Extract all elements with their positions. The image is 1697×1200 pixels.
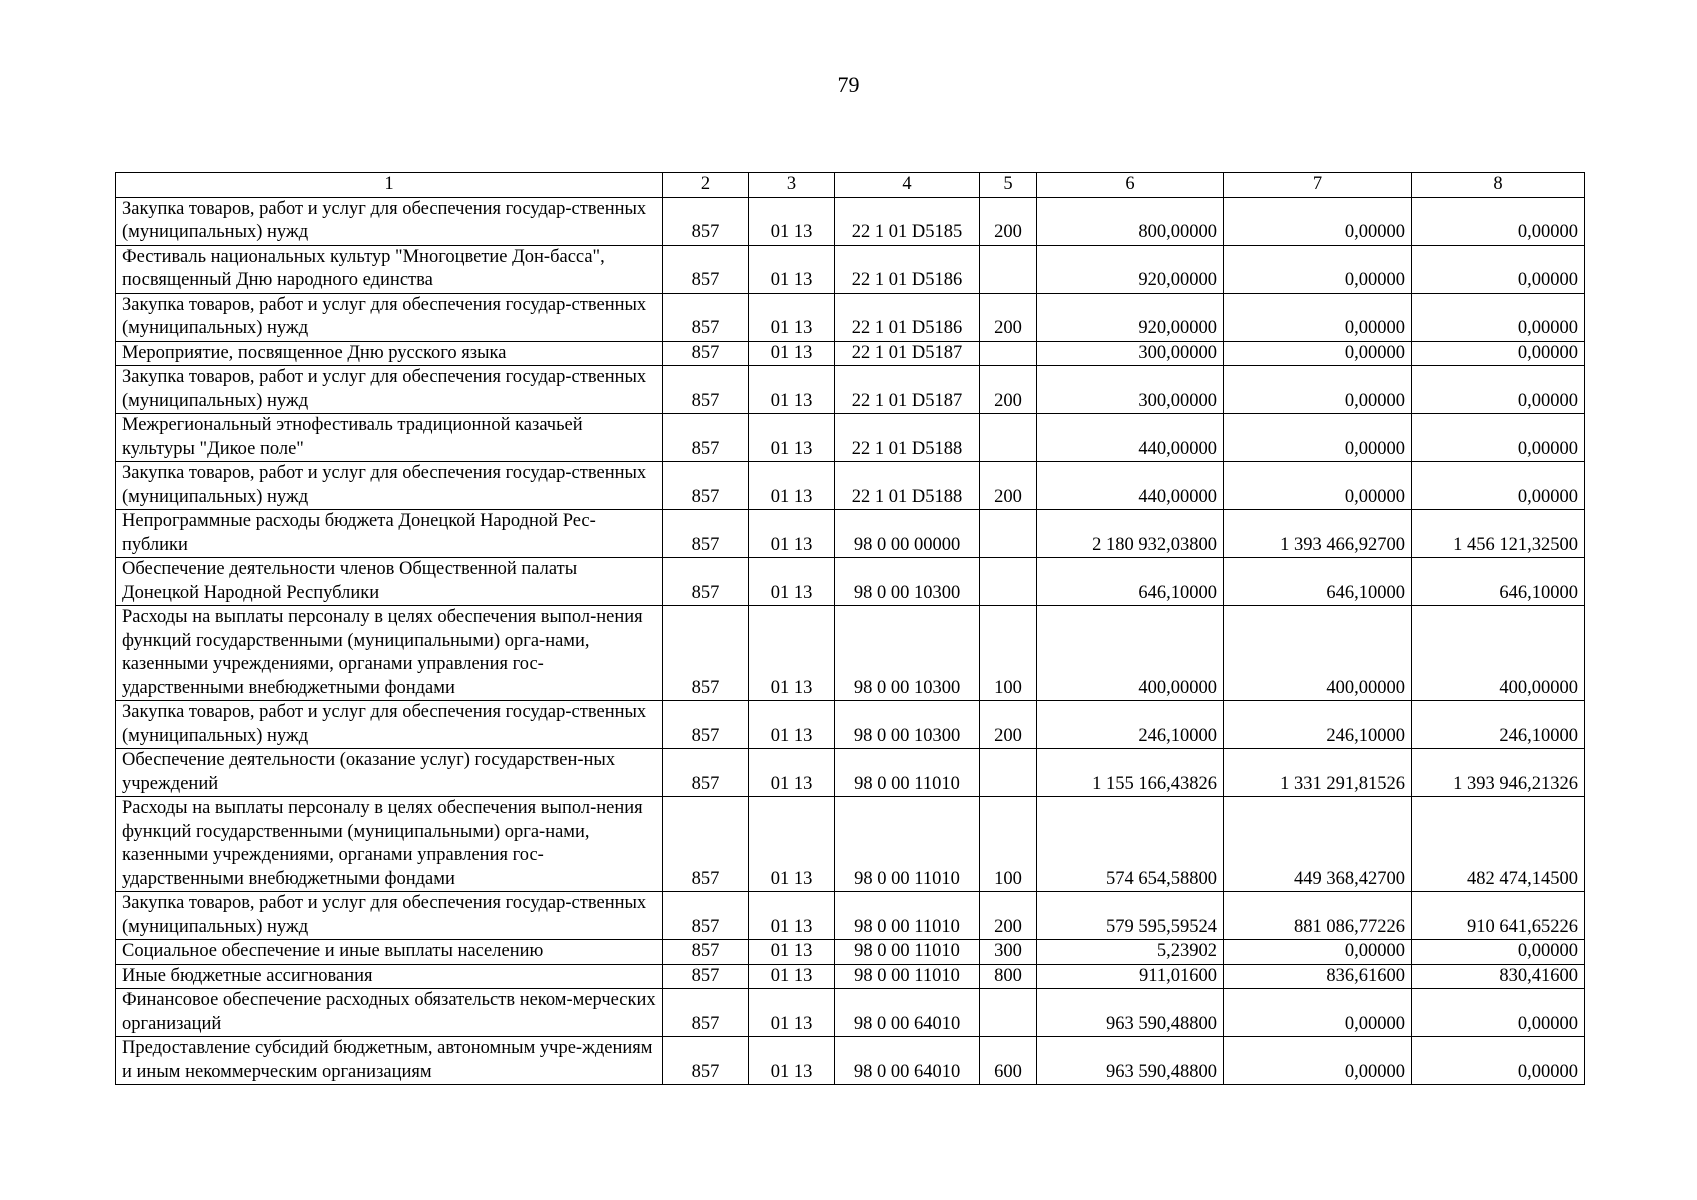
expense-type-code: 800 [980, 964, 1037, 989]
target-article-code: 22 1 01 D5188 [835, 414, 980, 462]
section-code: 01 13 [749, 414, 835, 462]
section-code: 01 13 [749, 293, 835, 341]
section-code: 01 13 [749, 940, 835, 965]
line-item-name: Обеспечение деятельности членов Общественной палаты Донецкой Народной Республики [116, 558, 663, 606]
amount-col-7: 0,00000 [1224, 462, 1412, 510]
line-item-name: Обеспечение деятельности (оказание услуг) государствен-ных учреждений [116, 749, 663, 797]
target-article-code: 22 1 01 D5187 [835, 366, 980, 414]
amount-col-8: 246,10000 [1412, 701, 1585, 749]
amount-col-7: 0,00000 [1224, 341, 1412, 366]
table-body [116, 197, 1585, 1085]
table-row [116, 293, 1585, 341]
table-row [116, 341, 1585, 366]
target-article-code: 98 0 00 11010 [835, 892, 980, 940]
amount-col-7: 400,00000 [1224, 606, 1412, 701]
section-code: 01 13 [749, 341, 835, 366]
amount-col-8: 0,00000 [1412, 989, 1585, 1037]
table-row [116, 797, 1585, 892]
target-article-code: 98 0 00 00000 [835, 510, 980, 558]
section-code: 01 13 [749, 989, 835, 1037]
amount-col-8: 1 456 121,32500 [1412, 510, 1585, 558]
department-code: 857 [663, 797, 749, 892]
expense-type-code: 100 [980, 797, 1037, 892]
target-article-code: 98 0 00 11010 [835, 749, 980, 797]
section-code: 01 13 [749, 1037, 835, 1085]
expense-type-code: 200 [980, 892, 1037, 940]
amount-col-6: 5,23902 [1037, 940, 1224, 965]
expense-type-code: 100 [980, 606, 1037, 701]
amount-col-7: 836,61600 [1224, 964, 1412, 989]
department-code: 857 [663, 245, 749, 293]
table-row [116, 414, 1585, 462]
line-item-name: Непрограммные расходы бюджета Донецкой Народной Рес-публики [116, 510, 663, 558]
amount-col-8: 482 474,14500 [1412, 797, 1585, 892]
target-article-code: 98 0 00 64010 [835, 1037, 980, 1085]
column-header: 5 [980, 173, 1037, 198]
department-code: 857 [663, 701, 749, 749]
amount-col-6: 646,10000 [1037, 558, 1224, 606]
expense-type-code [980, 510, 1037, 558]
amount-col-6: 1 155 166,43826 [1037, 749, 1224, 797]
table-row [116, 892, 1585, 940]
section-code: 01 13 [749, 606, 835, 701]
line-item-name: Предоставление субсидий бюджетным, автономным учре-ждениям и иным некоммерческим организациям [116, 1037, 663, 1085]
amount-col-7: 449 368,42700 [1224, 797, 1412, 892]
line-item-name: Закупка товаров, работ и услуг для обеспечения государ-ственных (муниципальных) нужд [116, 197, 663, 245]
line-item-name: Фестиваль национальных культур "Многоцветие Дон-басса", посвященный Дню народного единства [116, 245, 663, 293]
section-code: 01 13 [749, 510, 835, 558]
table-row [116, 701, 1585, 749]
amount-col-6: 300,00000 [1037, 366, 1224, 414]
line-item-name: Мероприятие, посвященное Дню русского языка [116, 341, 663, 366]
target-article-code: 98 0 00 11010 [835, 964, 980, 989]
department-code: 857 [663, 558, 749, 606]
amount-col-7: 0,00000 [1224, 293, 1412, 341]
expense-type-code [980, 414, 1037, 462]
section-code: 01 13 [749, 462, 835, 510]
column-header: 2 [663, 173, 749, 198]
column-header: 4 [835, 173, 980, 198]
department-code: 857 [663, 197, 749, 245]
amount-col-8: 646,10000 [1412, 558, 1585, 606]
department-code: 857 [663, 366, 749, 414]
amount-col-7: 0,00000 [1224, 245, 1412, 293]
department-code: 857 [663, 892, 749, 940]
table-row [116, 245, 1585, 293]
amount-col-6: 300,00000 [1037, 341, 1224, 366]
amount-col-6: 911,01600 [1037, 964, 1224, 989]
section-code: 01 13 [749, 366, 835, 414]
expense-type-code [980, 558, 1037, 606]
amount-col-6: 920,00000 [1037, 245, 1224, 293]
column-header: 6 [1037, 173, 1224, 198]
expense-type-code [980, 749, 1037, 797]
amount-col-7: 0,00000 [1224, 366, 1412, 414]
amount-col-6: 440,00000 [1037, 414, 1224, 462]
amount-col-8: 910 641,65226 [1412, 892, 1585, 940]
expense-type-code: 600 [980, 1037, 1037, 1085]
section-code: 01 13 [749, 892, 835, 940]
target-article-code: 98 0 00 10300 [835, 558, 980, 606]
target-article-code: 22 1 01 D5188 [835, 462, 980, 510]
department-code: 857 [663, 606, 749, 701]
section-code: 01 13 [749, 197, 835, 245]
amount-col-6: 440,00000 [1037, 462, 1224, 510]
expense-type-code: 200 [980, 462, 1037, 510]
expense-type-code: 200 [980, 701, 1037, 749]
expense-type-code [980, 989, 1037, 1037]
amount-col-8: 1 393 946,21326 [1412, 749, 1585, 797]
section-code: 01 13 [749, 245, 835, 293]
department-code: 857 [663, 964, 749, 989]
column-header: 8 [1412, 173, 1585, 198]
budget-table [115, 172, 1585, 1085]
amount-col-6: 2 180 932,03800 [1037, 510, 1224, 558]
section-code: 01 13 [749, 797, 835, 892]
amount-col-7: 0,00000 [1224, 197, 1412, 245]
column-header: 3 [749, 173, 835, 198]
line-item-name: Иные бюджетные ассигнования [116, 964, 663, 989]
table-row [116, 366, 1585, 414]
expense-type-code: 200 [980, 293, 1037, 341]
amount-col-8: 830,41600 [1412, 964, 1585, 989]
target-article-code: 22 1 01 D5186 [835, 293, 980, 341]
amount-col-7: 881 086,77226 [1224, 892, 1412, 940]
target-article-code: 98 0 00 10300 [835, 606, 980, 701]
table-row [116, 940, 1585, 965]
amount-col-7: 246,10000 [1224, 701, 1412, 749]
amount-col-8: 0,00000 [1412, 341, 1585, 366]
department-code: 857 [663, 414, 749, 462]
line-item-name: Расходы на выплаты персоналу в целях обеспечения выпол-нения функций государственными (муниципальными) орга-нами, казенными учреждениями, органами управления гос-ударственными внебюджетными фондами [116, 797, 663, 892]
department-code: 857 [663, 462, 749, 510]
section-code: 01 13 [749, 964, 835, 989]
amount-col-7: 0,00000 [1224, 414, 1412, 462]
table-row [116, 964, 1585, 989]
target-article-code: 98 0 00 64010 [835, 989, 980, 1037]
department-code: 857 [663, 749, 749, 797]
line-item-name: Финансовое обеспечение расходных обязательств неком-мерческих организаций [116, 989, 663, 1037]
amount-col-6: 400,00000 [1037, 606, 1224, 701]
department-code: 857 [663, 1037, 749, 1085]
line-item-name: Закупка товаров, работ и услуг для обеспечения государ-ственных (муниципальных) нужд [116, 293, 663, 341]
table-header-row [116, 173, 1585, 198]
amount-col-6: 574 654,58800 [1037, 797, 1224, 892]
amount-col-8: 0,00000 [1412, 293, 1585, 341]
department-code: 857 [663, 989, 749, 1037]
table-row [116, 989, 1585, 1037]
line-item-name: Межрегиональный этнофестиваль традиционной казачьей культуры "Дикое поле" [116, 414, 663, 462]
target-article-code: 22 1 01 D5187 [835, 341, 980, 366]
target-article-code: 22 1 01 D5186 [835, 245, 980, 293]
department-code: 857 [663, 341, 749, 366]
amount-col-8: 0,00000 [1412, 197, 1585, 245]
amount-col-7: 0,00000 [1224, 1037, 1412, 1085]
page-number: 79 [837, 72, 860, 97]
amount-col-7: 646,10000 [1224, 558, 1412, 606]
table-row [116, 558, 1585, 606]
amount-col-8: 0,00000 [1412, 366, 1585, 414]
amount-col-6: 963 590,48800 [1037, 1037, 1224, 1085]
target-article-code: 22 1 01 D5185 [835, 197, 980, 245]
line-item-name: Закупка товаров, работ и услуг для обеспечения государ-ственных (муниципальных) нужд [116, 701, 663, 749]
target-article-code: 98 0 00 11010 [835, 940, 980, 965]
table-row [116, 749, 1585, 797]
amount-col-7: 0,00000 [1224, 940, 1412, 965]
amount-col-7: 0,00000 [1224, 989, 1412, 1037]
amount-col-8: 0,00000 [1412, 940, 1585, 965]
line-item-name: Закупка товаров, работ и услуг для обеспечения государ-ственных (муниципальных) нужд [116, 892, 663, 940]
line-item-name: Социальное обеспечение и иные выплаты населению [116, 940, 663, 965]
section-code: 01 13 [749, 701, 835, 749]
amount-col-6: 579 595,59524 [1037, 892, 1224, 940]
amount-col-6: 246,10000 [1037, 701, 1224, 749]
expense-type-code: 200 [980, 366, 1037, 414]
amount-col-6: 963 590,48800 [1037, 989, 1224, 1037]
expense-type-code [980, 245, 1037, 293]
amount-col-8: 400,00000 [1412, 606, 1585, 701]
amount-col-8: 0,00000 [1412, 245, 1585, 293]
amount-col-7: 1 331 291,81526 [1224, 749, 1412, 797]
target-article-code: 98 0 00 11010 [835, 797, 980, 892]
amount-col-8: 0,00000 [1412, 1037, 1585, 1085]
table-row [116, 1037, 1585, 1085]
expense-type-code [980, 341, 1037, 366]
table-row [116, 510, 1585, 558]
line-item-name: Расходы на выплаты персоналу в целях обеспечения выпол-нения функций государственными (муниципальными) орга-нами, казенными учреждениями, органами управления гос-ударственными внебюджетными фондами [116, 606, 663, 701]
target-article-code: 98 0 00 10300 [835, 701, 980, 749]
department-code: 857 [663, 940, 749, 965]
amount-col-6: 920,00000 [1037, 293, 1224, 341]
section-code: 01 13 [749, 558, 835, 606]
amount-col-7: 1 393 466,92700 [1224, 510, 1412, 558]
table-row [116, 462, 1585, 510]
expense-type-code: 200 [980, 197, 1037, 245]
amount-col-6: 800,00000 [1037, 197, 1224, 245]
line-item-name: Закупка товаров, работ и услуг для обеспечения государ-ственных (муниципальных) нужд [116, 366, 663, 414]
amount-col-8: 0,00000 [1412, 462, 1585, 510]
department-code: 857 [663, 510, 749, 558]
table-row [116, 606, 1585, 701]
department-code: 857 [663, 293, 749, 341]
section-code: 01 13 [749, 749, 835, 797]
amount-col-8: 0,00000 [1412, 414, 1585, 462]
column-header: 1 [116, 173, 663, 198]
table-row [116, 197, 1585, 245]
column-header: 7 [1224, 173, 1412, 198]
expense-type-code: 300 [980, 940, 1037, 965]
line-item-name: Закупка товаров, работ и услуг для обеспечения государ-ственных (муниципальных) нужд [116, 462, 663, 510]
